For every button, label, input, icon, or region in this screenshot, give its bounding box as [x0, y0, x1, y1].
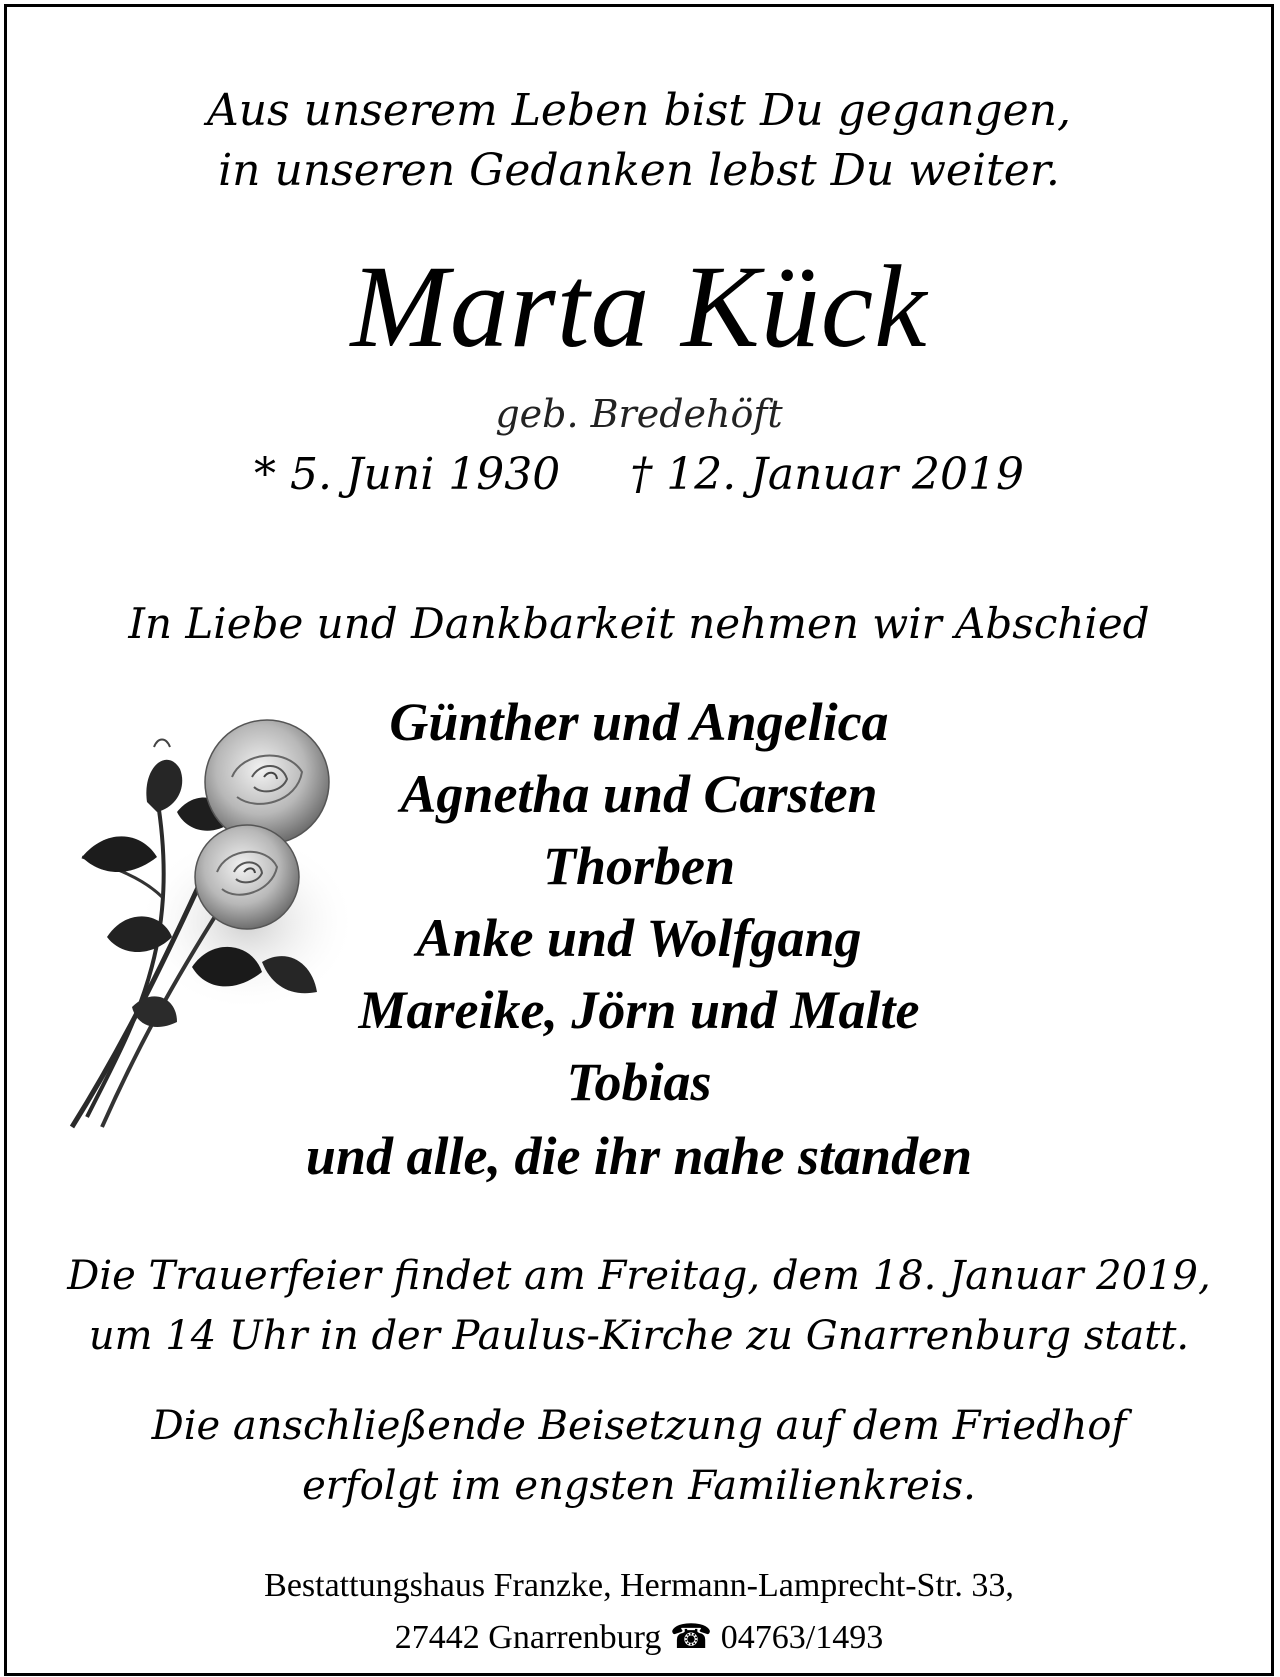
farewell-line: In Liebe und Dankbarkeit nehmen wir Abschied	[128, 599, 1150, 648]
death-date: † 12. Januar 2019	[630, 449, 1025, 500]
funeral-home-phone: 04763/1493	[720, 1619, 884, 1656]
life-dates	[7, 449, 1271, 500]
deceased-name: Marta Kück	[350, 241, 928, 372]
telephone-icon: ☎	[669, 1619, 713, 1656]
burial-line-2: erfolgt im engsten Familienkreis.	[302, 1463, 976, 1509]
mourner-1: Günther und Angelica	[389, 692, 889, 752]
mourner-2: Agnetha und Carsten	[400, 764, 878, 824]
funeral-home-contact	[7, 1617, 1271, 1657]
mourner-6: Tobias	[566, 1052, 712, 1112]
service-line-2: um 14 Uhr in der Paulus-Kirche zu Gnarrenburg statt.	[88, 1313, 1190, 1359]
burial-line-1: Die anschließende Beisetzung auf dem Friedhof	[151, 1403, 1127, 1449]
motto-line-2: in unseren Gedanken lebst Du weiter.	[218, 145, 1060, 196]
obituary-notice	[4, 4, 1274, 1676]
service-line-1: Die Trauerfeier findet am Freitag, dem 18. Januar 2019,	[67, 1253, 1211, 1299]
birth-name: geb. Bredehöft	[495, 392, 783, 436]
birth-date: * 5. Juni 1930	[253, 449, 561, 500]
mourner-4: Anke und Wolfgang	[416, 908, 862, 968]
funeral-home-address: Bestattungshaus Franzke, Hermann-Lamprecht-Str. 33,	[264, 1567, 1014, 1604]
funeral-home-city: 27442 Gnarrenburg	[394, 1619, 662, 1656]
mourner-5: Mareike, Jörn und Malte	[358, 980, 920, 1040]
mourner-7: und alle, die ihr nahe standen	[305, 1126, 973, 1186]
mourner-3: Thorben	[542, 836, 736, 896]
motto-line-1: Aus unserem Leben bist Du gegangen,	[206, 85, 1072, 136]
